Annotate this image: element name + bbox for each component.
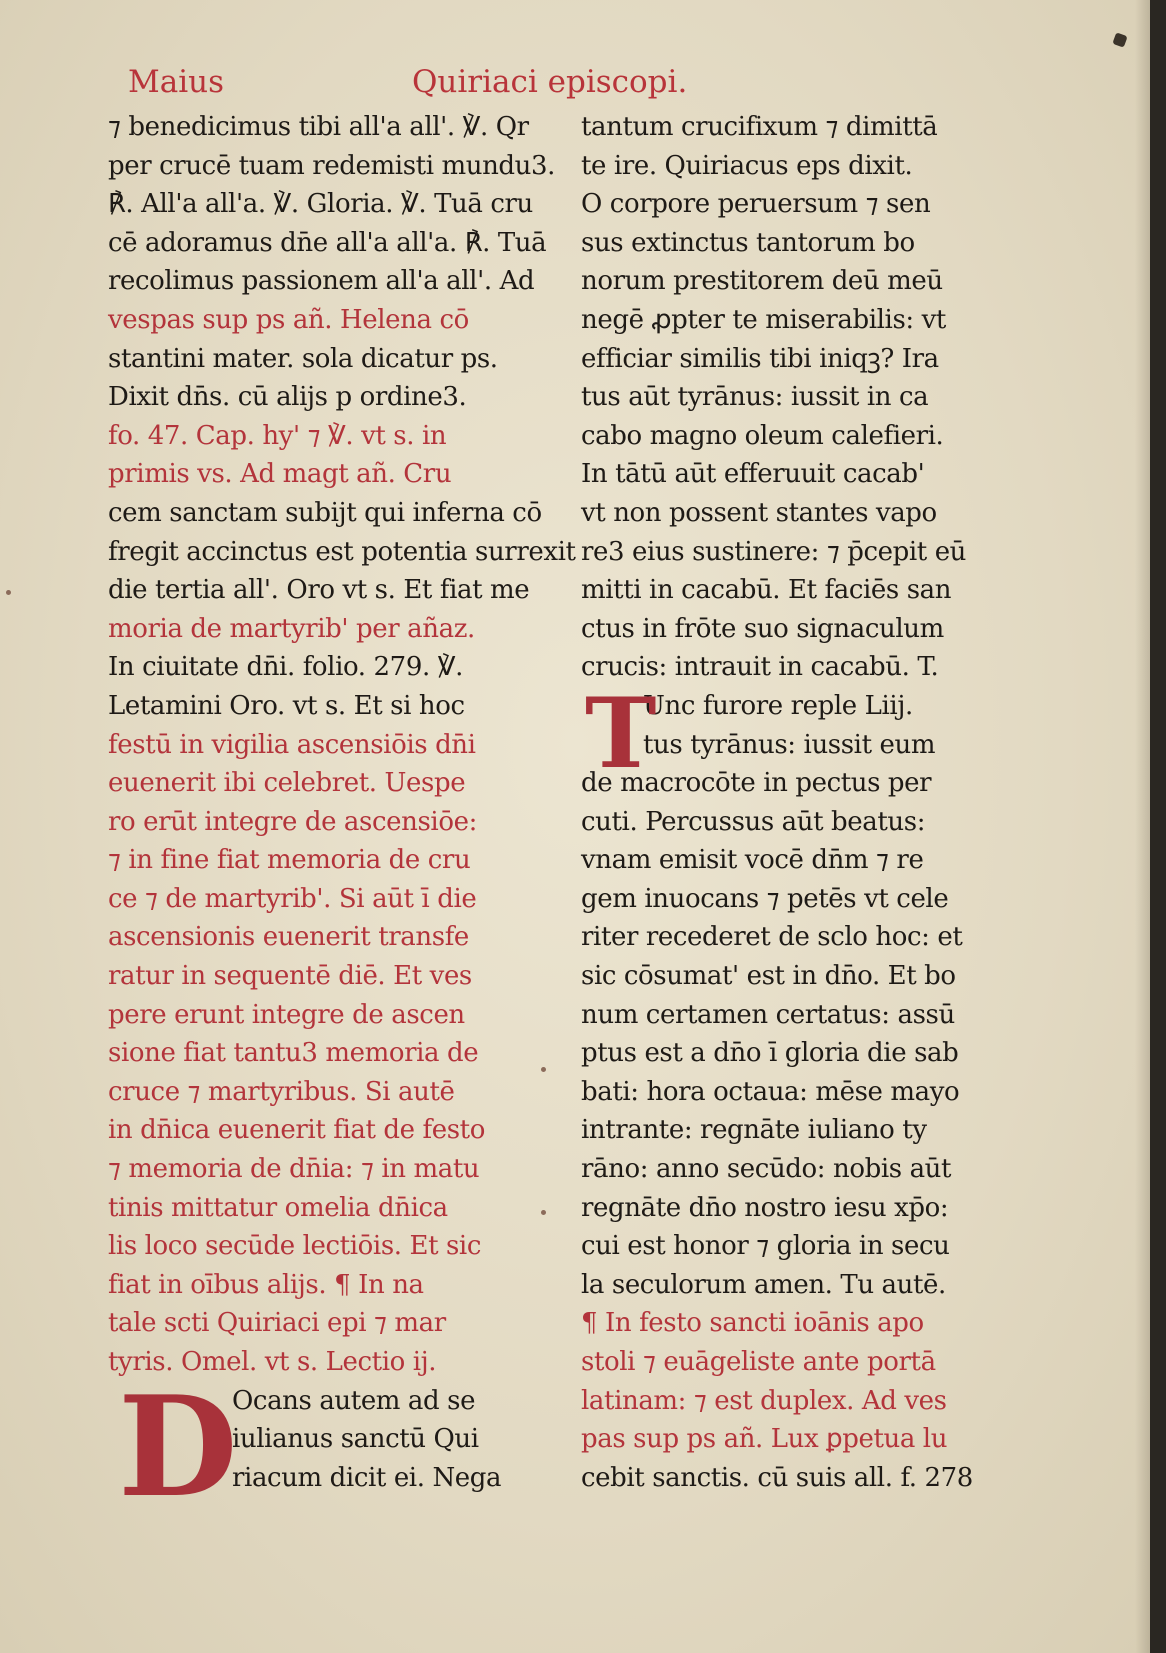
- page-edge-shadow: [1135, 0, 1150, 1653]
- text-line: O corpore peruersum ⁊ sen: [581, 189, 931, 220]
- text-line: ptus est a dn̄o ī gloria die sab: [581, 1038, 959, 1069]
- text-line: vnam emisit vocē dn̄m ⁊ re: [581, 845, 924, 876]
- text-line: vespas sup ps añ. Helena cō: [108, 304, 469, 335]
- text-line: cruce ⁊ martyribus. Si autē: [108, 1076, 455, 1107]
- text-line: sus extinctus tantorum bo: [581, 227, 915, 258]
- decorated-initial-d: D: [118, 1365, 238, 1528]
- text-line: tyris. Omel. vt s. Lectio ij.: [108, 1347, 437, 1377]
- text-line: cuti. Percussus aūt beatus:: [581, 806, 926, 837]
- running-header-title: Quiriaci episcopi.: [412, 64, 688, 100]
- text-line: rāno: anno secūdo: nobis aūt: [581, 1154, 952, 1185]
- text-line: ascensionis euenerit transfe: [108, 922, 469, 953]
- text-line: ⁊ in fine fiat memoria de cru: [108, 845, 471, 876]
- text-line: re3 eius sustinere: ⁊ p̄cepit eū: [581, 536, 967, 567]
- text-line: fiat in oībus alijs. ¶ In na: [108, 1269, 424, 1300]
- text-line: iulianus sanctū Qui: [232, 1424, 479, 1455]
- text-line: tinis mittatur omelia dn̄ica: [108, 1192, 448, 1223]
- right-text-column: [581, 108, 1041, 1497]
- text-line: tantum crucifixum ⁊ dimittā: [581, 112, 938, 142]
- text-line: vt non possent stantes vapo: [581, 497, 937, 528]
- left-text-column: [108, 108, 576, 1497]
- margin-speck: [541, 1067, 546, 1072]
- text-line: moria de martyrib' per añaz.: [108, 613, 475, 644]
- text-line: stantini mater. sola dicatur ps.: [108, 343, 498, 374]
- text-line: In tātū aūt efferuuit cacab': [581, 459, 925, 490]
- text-line: per crucē tuam redemisti mundu3.: [108, 150, 556, 181]
- text-line: tus aūt tyrānus: iussit in ca: [581, 382, 929, 413]
- margin-speck: [6, 590, 11, 595]
- binding-gutter: [1150, 0, 1166, 1653]
- text-line: intrante: regnāte iuliano ty: [581, 1115, 927, 1146]
- text-line: ce ⁊ de martyrib'. Si aūt ī die: [108, 883, 477, 914]
- text-line: efficiar similis tibi iniqꝫ? Ira: [581, 343, 939, 374]
- text-line: riter recederet de sclo hoc: et: [581, 922, 963, 953]
- text-line: norum prestitorem deū meū: [581, 266, 943, 297]
- text-line: regnāte dn̄o nostro iesu xp̄o:: [581, 1192, 949, 1223]
- text-line: primis vs. Ad magt añ. Cru: [108, 459, 452, 490]
- text-line: tale scti Quiriaci epi ⁊ mar: [108, 1308, 446, 1339]
- text-line: ro erūt integre de ascensiōe:: [108, 806, 477, 837]
- text-line: ¶ In festo sancti ioānis apo: [581, 1308, 924, 1339]
- margin-speck: [541, 1210, 546, 1215]
- text-line: ⁊ benedicimus tibi all'a all'. ℣. Qr: [108, 112, 529, 142]
- text-line: Ocans autem ad se: [232, 1385, 476, 1416]
- text-line: negē ꝓpter te miserabilis: vt: [581, 304, 946, 335]
- text-line: festū in vigilia ascensiōis dn̄i: [108, 729, 476, 760]
- text-line: pere erunt integre de ascen: [108, 999, 465, 1030]
- text-line: ctus in frōte suo signaculum: [581, 613, 944, 644]
- text-line: cabo magno oleum calefieri.: [581, 420, 944, 451]
- text-line: fo. 47. Cap. hy' ⁊ ℣. vt s. in: [108, 420, 447, 451]
- text-line: cē adoramus dn̄e all'a all'a. ℟. Tuā: [108, 227, 547, 258]
- text-line: tus tyrānus: iussit eum: [643, 729, 936, 760]
- text-line: in dn̄ica euenerit fiat de festo: [108, 1115, 485, 1146]
- text-line: num certamen certatus: assū: [581, 999, 955, 1030]
- text-line: cui est honor ⁊ gloria in secu: [581, 1231, 950, 1262]
- text-line: latinam: ⁊ est duplex. Ad ves: [581, 1385, 947, 1416]
- text-line: Letamini Oro. vt s. Et si hoc: [108, 690, 465, 721]
- text-line: stoli ⁊ euāgeliste ante portā: [581, 1347, 936, 1377]
- text-line: gem inuocans ⁊ petēs vt cele: [581, 883, 949, 914]
- text-line: la seculorum amen. Tu autē.: [581, 1269, 946, 1300]
- text-line: euenerit ibi celebret. Uespe: [108, 768, 466, 799]
- running-header-month: Maius: [128, 64, 225, 100]
- text-line: lis loco secūde lectiōis. Et sic: [108, 1231, 481, 1262]
- text-line: recolimus passionem all'a all'. Ad: [108, 266, 535, 297]
- text-line: te ire. Quiriacus eps dixit.: [581, 150, 913, 181]
- page-corner-mark: [1112, 32, 1127, 47]
- text-line: In ciuitate dn̄i. folio. 279. ℣.: [108, 652, 463, 683]
- text-line: die tertia all'. Oro vt s. Et fiat me: [108, 575, 530, 606]
- text-line: ℟. All'a all'a. ℣. Gloria. ℣. Tuā cru: [108, 189, 533, 220]
- text-line: sic cōsumat' est in dn̄o. Et bo: [581, 961, 956, 992]
- text-line: cebit sanctis. cū suis all. f. 278: [581, 1462, 973, 1493]
- text-line: pas sup ps añ. Lux ꝑpetua lu: [581, 1424, 948, 1455]
- text-line: Unc furore reple Liij.: [643, 690, 913, 721]
- text-line: Dixit dn̄s. cū alijs p ordine3.: [108, 382, 467, 413]
- text-line: ⁊ memoria de dn̄ia: ⁊ in matu: [108, 1154, 480, 1185]
- text-line: sione fiat tantu3 memoria de: [108, 1038, 479, 1069]
- text-line: riacum dicit ei. Nega: [232, 1462, 502, 1493]
- text-line: mitti in cacabū. Et faciēs san: [581, 575, 952, 606]
- text-line: fregit accinctus est potentia surrexit: [108, 536, 576, 567]
- text-line: ratur in sequentē diē. Et ves: [108, 961, 472, 992]
- decorated-initial-t: T: [585, 677, 657, 790]
- text-line: cem sanctam subijt qui inferna cō: [108, 497, 542, 528]
- text-line: de macrocōte in pectus per: [581, 768, 932, 799]
- text-line: crucis: intrauit in cacabū. T.: [581, 652, 939, 683]
- text-line: bati: hora octaua: mēse mayo: [581, 1076, 960, 1107]
